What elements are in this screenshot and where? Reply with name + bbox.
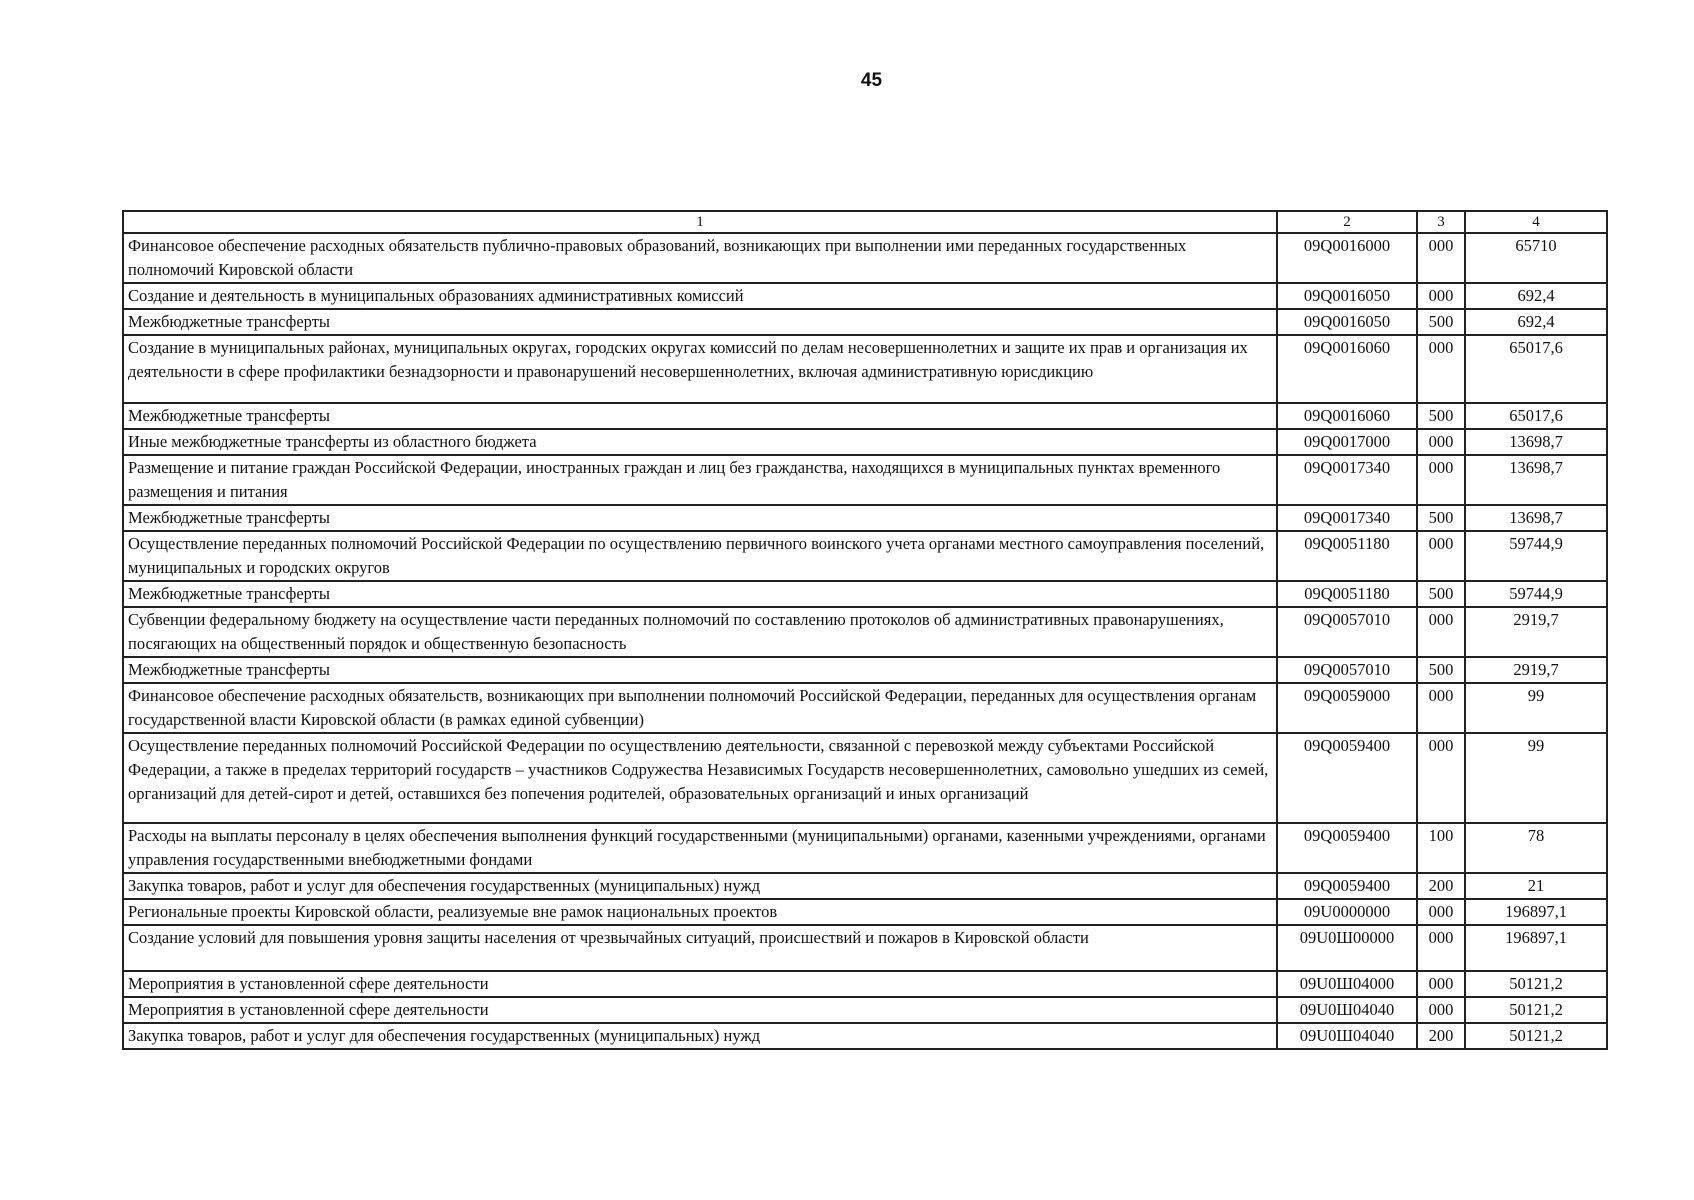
row-amount-cell: 65017,6 xyxy=(1465,335,1607,403)
row-amount-cell: 99 xyxy=(1465,683,1607,733)
row-amount-cell: 13698,7 xyxy=(1465,455,1607,505)
row-type-cell: 100 xyxy=(1417,823,1465,873)
table-body xyxy=(123,233,1607,1049)
table-row xyxy=(123,283,1607,309)
row-amount-cell: 50121,2 xyxy=(1465,1023,1607,1049)
table-row xyxy=(123,505,1607,531)
row-code-cell: 09Q0016060 xyxy=(1277,335,1417,403)
row-type-cell: 500 xyxy=(1417,505,1465,531)
row-amount-cell: 196897,1 xyxy=(1465,899,1607,925)
table-row xyxy=(123,925,1607,971)
table-row xyxy=(123,733,1607,823)
table-row xyxy=(123,233,1607,283)
table-row xyxy=(123,823,1607,873)
row-code-cell: 09Q0017000 xyxy=(1277,429,1417,455)
row-code-cell: 09Q0016050 xyxy=(1277,283,1417,309)
row-amount-cell: 65017,6 xyxy=(1465,403,1607,429)
row-amount-cell: 13698,7 xyxy=(1465,429,1607,455)
row-type-cell: 200 xyxy=(1417,1023,1465,1049)
row-name-cell: Мероприятия в установленной сфере деятельности xyxy=(123,997,1277,1023)
row-type-cell: 000 xyxy=(1417,531,1465,581)
row-code-cell: 09Q0059000 xyxy=(1277,683,1417,733)
row-type-cell: 000 xyxy=(1417,683,1465,733)
table-row xyxy=(123,683,1607,733)
row-code-cell: 09Q0057010 xyxy=(1277,607,1417,657)
row-amount-cell: 196897,1 xyxy=(1465,925,1607,971)
row-code-cell: 09Q0017340 xyxy=(1277,455,1417,505)
row-amount-cell: 65710 xyxy=(1465,233,1607,283)
row-type-cell: 000 xyxy=(1417,283,1465,309)
row-type-cell: 000 xyxy=(1417,733,1465,823)
table-row xyxy=(123,657,1607,683)
header-col-1: 1 xyxy=(123,211,1277,233)
row-code-cell: 09Q0057010 xyxy=(1277,657,1417,683)
row-code-cell: 09U0Ш04040 xyxy=(1277,1023,1417,1049)
row-type-cell: 500 xyxy=(1417,657,1465,683)
row-name-cell: Закупка товаров, работ и услуг для обеспечения государственных (муниципальных) нужд xyxy=(123,1023,1277,1049)
row-name-cell: Межбюджетные трансферты xyxy=(123,309,1277,335)
row-name-cell: Межбюджетные трансферты xyxy=(123,581,1277,607)
row-name-cell: Межбюджетные трансферты xyxy=(123,657,1277,683)
row-amount-cell: 2919,7 xyxy=(1465,657,1607,683)
table-row xyxy=(123,1023,1607,1049)
row-amount-cell: 13698,7 xyxy=(1465,505,1607,531)
table-row xyxy=(123,403,1607,429)
row-type-cell: 000 xyxy=(1417,997,1465,1023)
row-amount-cell: 692,4 xyxy=(1465,283,1607,309)
row-type-cell: 000 xyxy=(1417,455,1465,505)
row-amount-cell: 59744,9 xyxy=(1465,581,1607,607)
row-code-cell: 09U0Ш04000 xyxy=(1277,971,1417,997)
row-code-cell: 09U0000000 xyxy=(1277,899,1417,925)
table-row xyxy=(123,997,1607,1023)
row-name-cell: Межбюджетные трансферты xyxy=(123,505,1277,531)
row-code-cell: 09U0Ш04040 xyxy=(1277,997,1417,1023)
row-name-cell: Создание и деятельность в муниципальных образованиях административных комиссий xyxy=(123,283,1277,309)
row-name-cell: Иные межбюджетные трансферты из областного бюджета xyxy=(123,429,1277,455)
table-row xyxy=(123,971,1607,997)
row-type-cell: 000 xyxy=(1417,607,1465,657)
row-type-cell: 000 xyxy=(1417,925,1465,971)
row-name-cell: Осуществление переданных полномочий Российской Федерации по осуществлению деятельности, связанной с перевозкой между субъектами Российской Федерации, а также в пределах территорий государств – участников Содружества Независимых Государств несовершеннолетних, самовольно ушедших из семей, организаций для детей-сирот и детей, оставшихся без попечения родителей, образовательных организаций и иных организаций xyxy=(123,733,1277,823)
row-amount-cell: 2919,7 xyxy=(1465,607,1607,657)
row-code-cell: 09Q0059400 xyxy=(1277,733,1417,823)
row-name-cell: Субвенции федеральному бюджету на осуществление части переданных полномочий по составлению протоколов об административных правонарушениях, посягающих на общественный порядок и общественную безопасность xyxy=(123,607,1277,657)
header-col-3: 3 xyxy=(1417,211,1465,233)
row-code-cell: 09Q0059400 xyxy=(1277,823,1417,873)
budget-table xyxy=(122,210,1608,1050)
row-amount-cell: 50121,2 xyxy=(1465,971,1607,997)
row-code-cell: 09Q0059400 xyxy=(1277,873,1417,899)
row-name-cell: Создание условий для повышения уровня защиты населения от чрезвычайных ситуаций, происшествий и пожаров в Кировской области xyxy=(123,925,1277,971)
table-row xyxy=(123,607,1607,657)
row-amount-cell: 78 xyxy=(1465,823,1607,873)
table-row xyxy=(123,309,1607,335)
row-code-cell: 09Q0017340 xyxy=(1277,505,1417,531)
row-code-cell: 09Q0051180 xyxy=(1277,581,1417,607)
row-type-cell: 200 xyxy=(1417,873,1465,899)
table-row xyxy=(123,581,1607,607)
row-name-cell: Размещение и питание граждан Российской Федерации, иностранных граждан и лиц без гражданства, находящихся в муниципальных пунктах временного размещения и питания xyxy=(123,455,1277,505)
row-type-cell: 500 xyxy=(1417,309,1465,335)
table-row xyxy=(123,455,1607,505)
row-amount-cell: 692,4 xyxy=(1465,309,1607,335)
table-row xyxy=(123,335,1607,403)
row-type-cell: 500 xyxy=(1417,581,1465,607)
row-name-cell: Финансовое обеспечение расходных обязательств публично-правовых образований, возникающих при выполнении ими переданных государственных полномочий Кировской области xyxy=(123,233,1277,283)
row-amount-cell: 59744,9 xyxy=(1465,531,1607,581)
row-code-cell: 09Q0051180 xyxy=(1277,531,1417,581)
row-type-cell: 000 xyxy=(1417,899,1465,925)
table-row xyxy=(123,899,1607,925)
row-amount-cell: 99 xyxy=(1465,733,1607,823)
row-type-cell: 000 xyxy=(1417,971,1465,997)
table-row xyxy=(123,531,1607,581)
row-code-cell: 09Q0016050 xyxy=(1277,309,1417,335)
row-amount-cell: 50121,2 xyxy=(1465,997,1607,1023)
row-name-cell: Мероприятия в установленной сфере деятельности xyxy=(123,971,1277,997)
row-code-cell: 09Q0016000 xyxy=(1277,233,1417,283)
row-type-cell: 000 xyxy=(1417,233,1465,283)
row-name-cell: Создание в муниципальных районах, муниципальных округах, городских округах комиссий по делам несовершеннолетних и защите их прав и организация их деятельности в сфере профилактики безнадзорности и правонарушений несовершеннолетних, включая административную юрисдикцию xyxy=(123,335,1277,403)
row-name-cell: Межбюджетные трансферты xyxy=(123,403,1277,429)
header-col-2: 2 xyxy=(1277,211,1417,233)
table-row xyxy=(123,429,1607,455)
header-row xyxy=(123,211,1607,233)
row-name-cell: Осуществление переданных полномочий Российской Федерации по осуществлению первичного воинского учета органами местного самоуправления поселений, муниципальных и городских округов xyxy=(123,531,1277,581)
row-name-cell: Закупка товаров, работ и услуг для обеспечения государственных (муниципальных) нужд xyxy=(123,873,1277,899)
row-name-cell: Расходы на выплаты персоналу в целях обеспечения выполнения функций государственными (муниципальными) органами, казенными учреждениями, органами управления государственными внебюджетными фондами xyxy=(123,823,1277,873)
header-col-4: 4 xyxy=(1465,211,1607,233)
row-name-cell: Финансовое обеспечение расходных обязательств, возникающих при выполнении полномочий Российской Федерации, переданных для осуществления органам государственной власти Кировской области (в рамках единой субвенции) xyxy=(123,683,1277,733)
row-name-cell: Региональные проекты Кировской области, реализуемые вне рамок национальных проектов xyxy=(123,899,1277,925)
row-code-cell: 09Q0016060 xyxy=(1277,403,1417,429)
table-row xyxy=(123,873,1607,899)
row-code-cell: 09U0Ш00000 xyxy=(1277,925,1417,971)
row-type-cell: 000 xyxy=(1417,335,1465,403)
row-type-cell: 500 xyxy=(1417,403,1465,429)
row-amount-cell: 21 xyxy=(1465,873,1607,899)
page-number: 45 xyxy=(860,70,883,91)
row-type-cell: 000 xyxy=(1417,429,1465,455)
